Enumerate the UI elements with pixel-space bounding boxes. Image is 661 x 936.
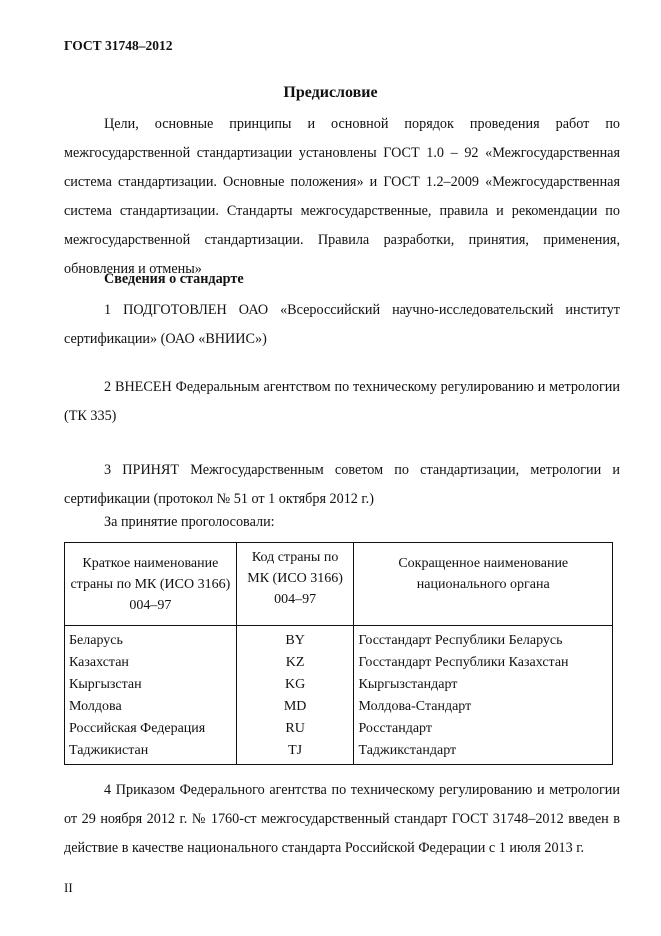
table-row bbox=[65, 718, 613, 740]
document-code: ГОСТ 31748–2012 bbox=[64, 38, 173, 53]
country-cell: Кыргызстан bbox=[65, 674, 237, 696]
country-cell: Беларусь bbox=[65, 626, 237, 653]
country-cell: Российская Федерация bbox=[65, 718, 237, 740]
column-header-code: Код страны по МК (ИСО 3166) 004–97 bbox=[236, 543, 354, 626]
column-header-body: Сокращенное наименование национального органа bbox=[354, 543, 613, 626]
code-cell: KZ bbox=[236, 652, 354, 674]
code-cell: MD bbox=[236, 696, 354, 718]
code-cell: BY bbox=[236, 626, 354, 653]
item-2-paragraph: 2 ВНЕСЕН Федеральным агентством по техническому регулированию и метрологии (ТК 335) bbox=[64, 379, 620, 424]
body-cell: Таджикстандарт bbox=[354, 740, 613, 765]
body-cell: Молдова-Стандарт bbox=[354, 696, 613, 718]
code-cell: TJ bbox=[236, 740, 354, 765]
code-cell: KG bbox=[236, 674, 354, 696]
code-cell: RU bbox=[236, 718, 354, 740]
body-cell: Госстандарт Республики Казахстан bbox=[354, 652, 613, 674]
info-heading: Сведения о стандарте bbox=[104, 271, 244, 287]
item-4-paragraph: 4 Приказом Федерального агентства по техническому регулированию и метрологии от 29 ноября 2012 г. № 1760-ст межгосударственный стандарт ГОСТ 31748–2012 введен в действие в качестве национального стандарта Российской Федерации с 1 июля 2013 г. bbox=[64, 782, 620, 856]
page-number: II bbox=[64, 880, 73, 895]
column-header-country: Краткое наименование страны по МК (ИСО 3166) 004–97 bbox=[65, 543, 237, 626]
table-row bbox=[65, 740, 613, 765]
item-1-paragraph: 1 ПОДГОТОВЛЕН ОАО «Всероссийский научно-исследовательский институт сертификации» (ОАО «ВНИИС») bbox=[64, 302, 620, 347]
body-cell: Росстандарт bbox=[354, 718, 613, 740]
body-cell: Кыргызстандарт bbox=[354, 674, 613, 696]
country-cell: Молдова bbox=[65, 696, 237, 718]
intro-paragraph: Цели, основные принципы и основной порядок проведения работ по межгосударственной стандартизации установлены ГОСТ 1.0 – 92 «Межгосударственная система стандартизации. Основные положения» и ГОСТ 1.2–2009 «Межгосударственная система стандартизации. Стандарты межгосударственные, правила и рекомендации по межгосударственной стандартизации. Правила разработки, принятия, применения, обновления и отмены» bbox=[64, 116, 620, 277]
page-title: Предисловие bbox=[283, 84, 378, 101]
table-row bbox=[65, 626, 613, 653]
country-cell: Таджикистан bbox=[65, 740, 237, 765]
item-3-paragraph: 3 ПРИНЯТ Межгосударственным советом по стандартизации, метрологии и сертификации (протокол № 51 от 1 октября 2012 г.) bbox=[64, 462, 620, 507]
body-cell: Госстандарт Республики Беларусь bbox=[354, 626, 613, 653]
table-row bbox=[65, 674, 613, 696]
country-cell: Казахстан bbox=[65, 652, 237, 674]
voted-label: За принятие проголосовали: bbox=[104, 514, 275, 530]
table-row bbox=[65, 652, 613, 674]
table-row bbox=[65, 696, 613, 718]
voting-table bbox=[64, 542, 613, 765]
table-header-row bbox=[65, 543, 613, 626]
